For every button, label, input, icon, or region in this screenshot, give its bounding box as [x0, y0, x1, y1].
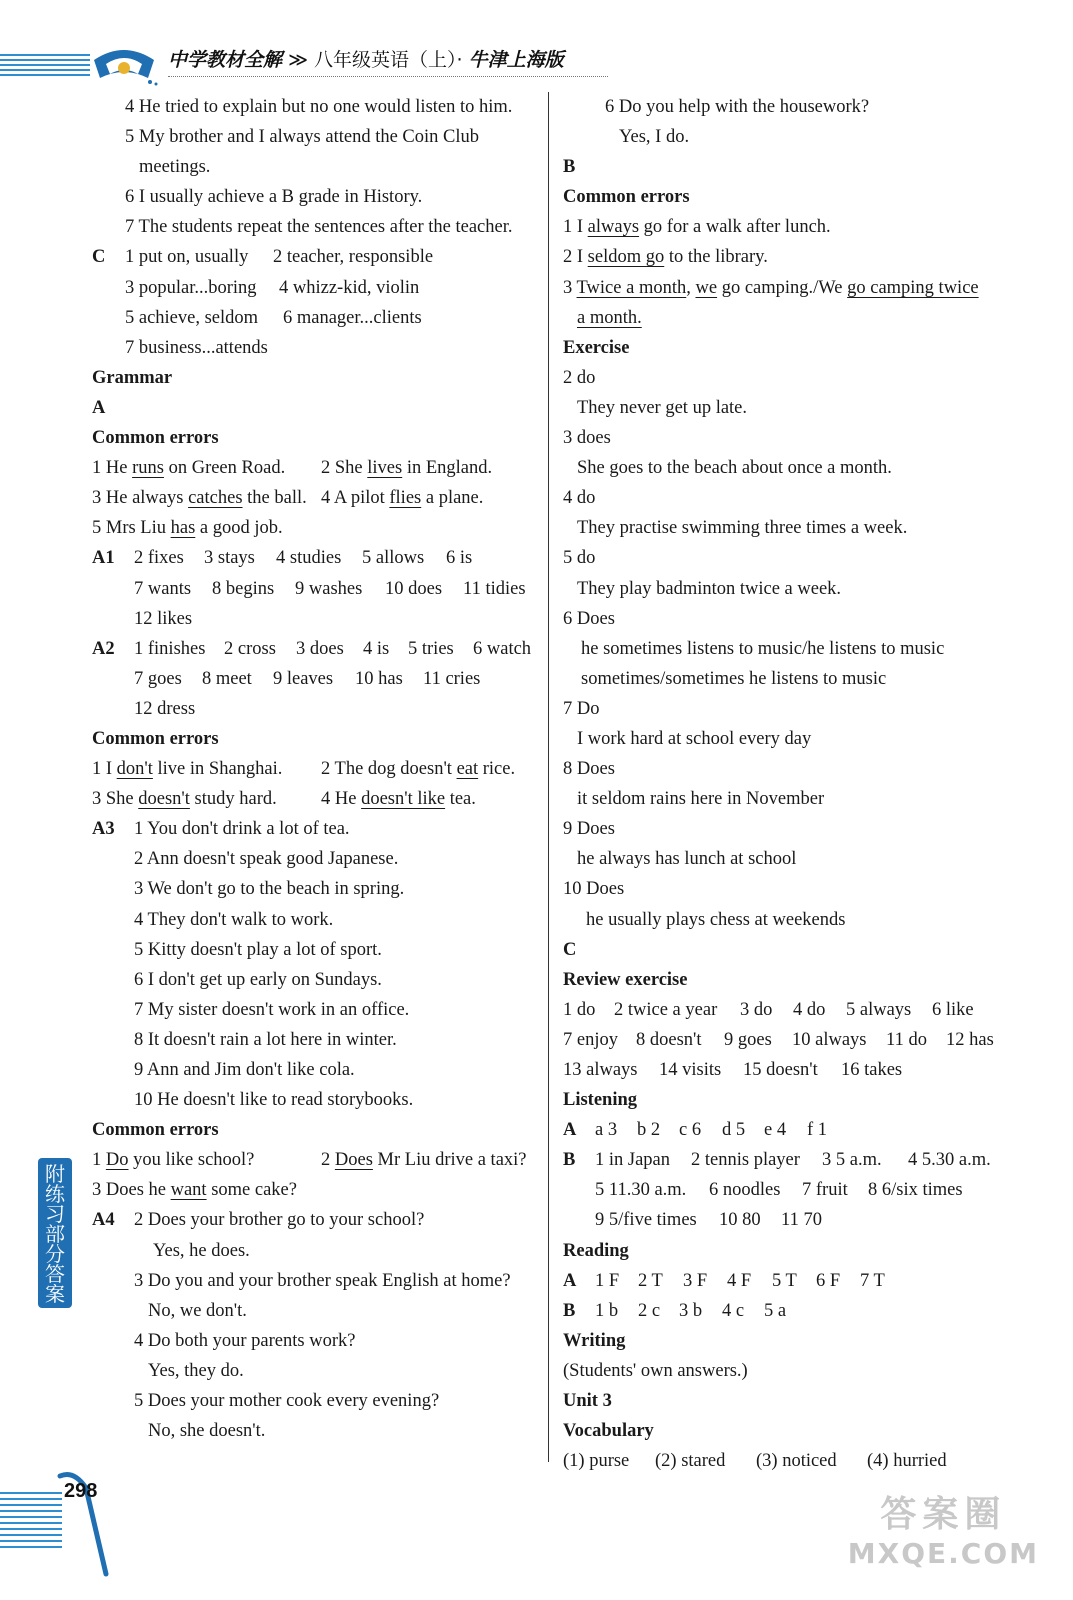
a4-row [92, 1296, 552, 1326]
section-label: A4 [92, 1210, 115, 1231]
writing-note: (Students' own answers.) [563, 1360, 748, 1381]
answer-text: it seldom rains here in November [577, 789, 825, 810]
common-error-item: 3 Twice a month, we go camping./We go camping twice [563, 277, 979, 298]
answer-text: 7 wants [134, 578, 192, 599]
common-error-item: a month. [577, 307, 642, 328]
answer-text: 2 fixes [134, 548, 184, 569]
appendix-side-tab [38, 1158, 72, 1308]
answer-text: 11 cries [423, 668, 481, 689]
answer-text: They practise swimming three times a week. [577, 518, 908, 539]
tab-char: 分 [45, 1242, 65, 1266]
answer-text: e 4 [764, 1120, 787, 1141]
answer-line [92, 152, 552, 182]
a3-row [92, 1055, 552, 1085]
answer-text: 10 Does [563, 879, 625, 900]
page-header [0, 0, 1073, 100]
common-error-item: 2 She lives in England. [321, 458, 493, 479]
tab-char: 案 [45, 1282, 65, 1306]
answer-text: 2 Ann doesn't speak good Japanese. [134, 849, 399, 870]
answer-text: No, she doesn't. [148, 1421, 266, 1442]
watermark [848, 1486, 1039, 1570]
heading-common-errors: Common errors [92, 428, 219, 449]
a4-row [92, 1416, 552, 1446]
heading-exercise: Exercise [563, 337, 630, 358]
exercise-line [563, 513, 1033, 543]
a3-row [92, 844, 552, 874]
listening-b-row [563, 1175, 1033, 1205]
a4-row [92, 1205, 552, 1235]
answer-text: meetings. [139, 157, 211, 178]
tab-char: 答 [45, 1262, 65, 1286]
answer-text: 10 He doesn't like to read storybooks. [134, 1090, 414, 1111]
a3-row [92, 1025, 552, 1055]
section-label: A [563, 1270, 577, 1291]
answer-text: Yes, they do. [148, 1360, 244, 1381]
a2-row [92, 634, 552, 664]
answer-text: 1 put on, usually [125, 247, 249, 268]
answer-text: 6 Do you help with the housework? [605, 97, 870, 117]
heading-c: C [563, 939, 577, 960]
answer-text: 4 is [363, 638, 390, 659]
exercise-line [563, 483, 1033, 513]
heading-review-exercise: Review exercise [563, 969, 688, 990]
answer-text: 2 c [638, 1300, 661, 1321]
answer-text: 3 does [563, 428, 611, 449]
answer-line [92, 122, 552, 152]
heading-listening: Listening [563, 1090, 638, 1111]
exercise-line [563, 363, 1033, 393]
heading-a: A [92, 397, 106, 418]
common-error-row [563, 273, 1033, 303]
heading-common-errors: Common errors [92, 1120, 219, 1141]
answer-text: Yes, he does. [153, 1240, 250, 1261]
answer-text: 3 We don't go to the beach in spring. [134, 879, 405, 900]
common-error-item: 1 Do you like school? [92, 1150, 255, 1171]
answer-text: 2 do [563, 367, 596, 388]
answer-text: he usually plays chess at weekends [586, 909, 846, 930]
exercise-line [563, 393, 1033, 423]
answer-text: 7 My sister doesn't work in an office. [134, 999, 410, 1020]
answer-text: I work hard at school every day [577, 728, 812, 749]
common-error-item: 2 Does Mr Liu drive a taxi? [321, 1150, 527, 1171]
section-c-row [92, 303, 552, 333]
answer-text: 5 My brother and I always attend the Coin Club [125, 127, 480, 148]
answer-text: 7 The students repeat the sentences after the teacher. [125, 217, 513, 238]
a4-row [92, 1356, 552, 1386]
exercise-line [563, 754, 1033, 784]
common-error-item: 1 I don't live in Shanghai. [92, 759, 283, 780]
answer-text: 12 dress [134, 698, 196, 719]
a4-row [92, 1236, 552, 1266]
answer-text: 4 F [727, 1270, 752, 1291]
vocabulary-row [563, 1446, 1033, 1476]
answer-text: f 1 [807, 1120, 828, 1141]
answer-text: 16 takes [841, 1060, 903, 1080]
left-column [92, 92, 552, 1446]
answer-text: 3 do [740, 999, 773, 1020]
answer-text: 6 is [446, 548, 473, 569]
exercise-line [563, 664, 1033, 694]
watermark-logo-text: 答案圈 [880, 1494, 1007, 1535]
heading-reading: Reading [563, 1240, 629, 1261]
answer-text: 10 does [385, 578, 443, 599]
review-row [563, 995, 1033, 1025]
common-error-item: 3 She doesn't study hard. [92, 789, 277, 810]
common-error-item: 2 The dog doesn't eat rice. [321, 759, 516, 780]
common-error-row [92, 483, 552, 513]
answer-text: 6 like [932, 999, 974, 1020]
series-title: 中学教材全解 [168, 49, 283, 71]
answer-text: (3) noticed [756, 1451, 837, 1472]
exercise-line [563, 844, 1033, 874]
a4-row [92, 1326, 552, 1356]
heading-grammar: Grammar [92, 367, 173, 388]
common-error-row [92, 513, 552, 543]
answer-text: 1 do [563, 999, 596, 1020]
answer-text: She goes to the beach about once a month. [577, 458, 892, 479]
exercise-line [563, 814, 1033, 844]
answer-text: 9 Does [563, 819, 615, 840]
answer-text: 12 has [946, 1029, 994, 1050]
heading-writing: Writing [563, 1330, 626, 1351]
listening-b-row [563, 1205, 1033, 1235]
answer-line [92, 212, 552, 242]
answer-text: 11 do [886, 1029, 927, 1050]
answer-text: 3 Do you and your brother speak English at home? [134, 1270, 511, 1291]
answer-text: 3 does [296, 638, 344, 659]
answer-text: 7 fruit [802, 1180, 848, 1201]
answer-text: 2 T [638, 1270, 663, 1291]
section-label: B [563, 1150, 576, 1171]
exercise-line [563, 724, 1033, 754]
book-logo-icon [88, 38, 160, 88]
section-label: A3 [92, 819, 115, 840]
section-c-row [92, 242, 552, 272]
heading-b: B [563, 157, 576, 178]
common-error-row [563, 212, 1033, 242]
exercise-line [563, 694, 1033, 724]
listening-b-row [563, 1145, 1033, 1175]
answer-line [92, 182, 552, 212]
exercise-line [563, 874, 1033, 904]
exercise-line [563, 905, 1033, 935]
review-row [563, 1055, 1033, 1085]
a4-row [92, 1266, 552, 1296]
answer-text: 6 I usually achieve a B grade in History. [125, 187, 423, 208]
answer-text: 5 a [764, 1300, 787, 1321]
answer-text: 5 achieve, seldom [125, 307, 259, 328]
answer-text: 4 5.30 a.m. [908, 1150, 991, 1171]
answer-text: 14 visits [659, 1060, 722, 1080]
common-error-row [563, 303, 1033, 333]
answer-text: 2 twice a year [614, 999, 718, 1020]
answer-text: No, we don't. [148, 1300, 247, 1321]
header-decorative-lines [0, 54, 90, 79]
common-error-row [92, 1145, 552, 1175]
a1-row [92, 543, 552, 573]
answer-text: 3 F [683, 1270, 708, 1291]
book-edition: 牛津上海版 [468, 49, 564, 71]
answer-text: (2) stared [655, 1451, 726, 1472]
answer-text: 1 finishes [134, 638, 206, 659]
common-error-row [92, 1175, 552, 1205]
answer-text: 4 studies [276, 548, 342, 569]
answer-line [563, 122, 1033, 152]
answer-text: They never get up late. [577, 397, 748, 418]
exercise-line [563, 604, 1033, 634]
section-label: C [92, 247, 106, 268]
answer-text: 2 tennis player [691, 1150, 800, 1171]
answer-text: 7 business...attends [125, 337, 268, 358]
a3-row [92, 1085, 552, 1115]
answer-text: 10 always [792, 1029, 867, 1050]
heading-unit: Unit 3 [563, 1391, 612, 1412]
common-error-item: 3 He always catches the ball. [92, 488, 307, 509]
a2-row [92, 694, 552, 724]
answer-text: 4 They don't walk to work. [134, 909, 334, 930]
reading-b-row [563, 1296, 1033, 1326]
answer-text: 5 tries [408, 638, 454, 659]
answer-text: 6 noodles [709, 1180, 781, 1201]
exercise-line [563, 453, 1033, 483]
answer-text: 3 5 a.m. [822, 1150, 882, 1171]
heading-common-errors: Common errors [92, 728, 219, 749]
answer-text: 4 whizz-kid, violin [279, 277, 420, 298]
section-c-row [92, 333, 552, 363]
heading-vocabulary: Vocabulary [563, 1421, 654, 1442]
a1-row [92, 574, 552, 604]
answer-text: 5 T [772, 1270, 797, 1291]
answer-text: 6 I don't get up early on Sundays. [134, 969, 382, 990]
answer-text: 8 6/six times [868, 1180, 963, 1201]
answer-text: 6 F [816, 1270, 841, 1291]
answer-text: 12 likes [134, 608, 193, 629]
answer-text: 7 goes [134, 668, 182, 689]
heading-common-errors: Common errors [563, 187, 690, 208]
common-error-item: 1 I always go for a walk after lunch. [563, 217, 831, 238]
answer-text: sometimes/sometimes he listens to music [581, 668, 887, 689]
common-error-item: 4 A pilot flies a plane. [321, 488, 484, 509]
answer-text: 5 allows [362, 548, 425, 569]
section-c-row [92, 273, 552, 303]
common-error-item: 2 I seldom go to the library. [563, 247, 768, 268]
answer-text: 9 washes [295, 578, 363, 599]
answer-text: b 2 [637, 1120, 661, 1141]
answer-text: he sometimes listens to music/he listens to music [581, 638, 945, 659]
answer-text: 2 cross [224, 638, 276, 659]
answer-text: 4 do [793, 999, 826, 1020]
right-column [563, 92, 1033, 1476]
answer-text: 6 Does [563, 608, 615, 629]
answer-text: d 5 [722, 1120, 746, 1141]
answer-text: 5 always [846, 999, 912, 1020]
tab-char: 习 [45, 1202, 65, 1226]
answer-text: 9 leaves [273, 668, 334, 689]
exercise-line [563, 784, 1033, 814]
answer-text: 5 Kitty doesn't play a lot of sport. [134, 939, 382, 960]
common-error-item: 5 Mrs Liu has a good job. [92, 518, 283, 539]
answer-text: he always has lunch at school [577, 849, 797, 870]
answer-text: 2 Does your brother go to your school? [134, 1210, 425, 1231]
answer-text: They play badminton twice a week. [577, 578, 842, 599]
answer-text: 5 11.30 a.m. [595, 1180, 687, 1201]
answer-text: 5 do [563, 548, 596, 569]
tab-char: 部 [45, 1222, 65, 1246]
answer-text: 15 doesn't [743, 1060, 818, 1080]
answer-text: 1 You don't drink a lot of tea. [134, 819, 350, 840]
common-error-item: 1 He runs on Green Road. [92, 458, 286, 479]
a3-row [92, 995, 552, 1025]
answer-text: 3 stays [204, 548, 255, 569]
tab-char: 练 [45, 1182, 65, 1206]
section-label: A2 [92, 638, 115, 659]
exercise-line [563, 543, 1033, 573]
answer-line [92, 92, 552, 122]
answer-text: 6 watch [473, 638, 532, 659]
watermark-url: MXQE.COM [847, 1537, 1039, 1570]
exercise-line [563, 423, 1033, 453]
tab-char: 附 [45, 1162, 65, 1186]
answer-text: 8 doesn't [636, 1029, 702, 1050]
answer-text: 4 c [722, 1300, 745, 1321]
a3-row [92, 814, 552, 844]
listening-a-row [563, 1115, 1033, 1145]
answer-text: 10 has [355, 668, 403, 689]
answer-text: 8 begins [212, 578, 275, 599]
answer-text: 9 5/five times [595, 1210, 697, 1231]
page-number: 298 [64, 1480, 98, 1502]
common-error-item: 4 He doesn't like tea. [321, 789, 476, 810]
answer-text: 7 T [860, 1270, 885, 1291]
a3-row [92, 874, 552, 904]
answer-text: 8 It doesn't rain a lot here in winter. [134, 1029, 397, 1050]
title-arrow: ≫ [288, 49, 308, 71]
answer-text: 7 enjoy [563, 1029, 618, 1050]
answer-text: 1 in Japan [595, 1150, 671, 1171]
answer-text: a 3 [595, 1120, 618, 1141]
a2-row [92, 664, 552, 694]
exercise-line [563, 574, 1033, 604]
answer-text: (4) hurried [867, 1451, 947, 1472]
answer-text: c 6 [679, 1120, 702, 1141]
common-error-row [92, 754, 552, 784]
a4-row [92, 1386, 552, 1416]
answer-text: 13 always [563, 1060, 638, 1080]
answer-text: 4 Do both your parents work? [134, 1330, 356, 1351]
answer-text: 11 70 [781, 1210, 822, 1231]
footer-decorative-lines [0, 1492, 62, 1552]
answer-text: (1) purse [563, 1451, 630, 1472]
answer-text: 6 manager...clients [283, 307, 422, 328]
answer-text: 3 popular...boring [125, 277, 257, 298]
answer-text: 8 meet [202, 668, 252, 689]
reading-a-row [563, 1266, 1033, 1296]
book-subject: 八年级英语（上）· [314, 49, 463, 71]
answer-text: 7 Do [563, 698, 600, 719]
answer-text: 1 F [595, 1270, 620, 1291]
answer-text: 9 goes [724, 1029, 772, 1050]
answer-text: 1 b [595, 1300, 619, 1321]
a3-row [92, 965, 552, 995]
common-error-row [563, 242, 1033, 272]
exercise-line [563, 634, 1033, 664]
section-label: B [563, 1300, 576, 1321]
common-error-row [92, 784, 552, 814]
a3-row [92, 905, 552, 935]
book-title [168, 45, 608, 77]
section-label: A [563, 1120, 577, 1141]
answer-text: 4 He tried to explain but no one would listen to him. [125, 97, 513, 117]
a1-row [92, 604, 552, 634]
answer-text: 9 Ann and Jim don't like cola. [134, 1060, 355, 1080]
answer-line [563, 92, 1033, 122]
answer-text: 8 Does [563, 759, 615, 780]
review-row [563, 1025, 1033, 1055]
answer-text: 10 80 [719, 1210, 761, 1231]
answer-text: Yes, I do. [619, 127, 690, 148]
answer-text: 4 do [563, 488, 596, 509]
section-label: A1 [92, 548, 115, 569]
common-error-row [92, 453, 552, 483]
answer-text: 11 tidies [463, 578, 526, 599]
common-error-item: 3 Does he want some cake? [92, 1180, 297, 1201]
answer-text: 5 Does your mother cook every evening? [134, 1391, 440, 1412]
answer-text: 2 teacher, responsible [273, 247, 434, 268]
a3-row [92, 935, 552, 965]
answer-text: 3 b [679, 1300, 703, 1321]
